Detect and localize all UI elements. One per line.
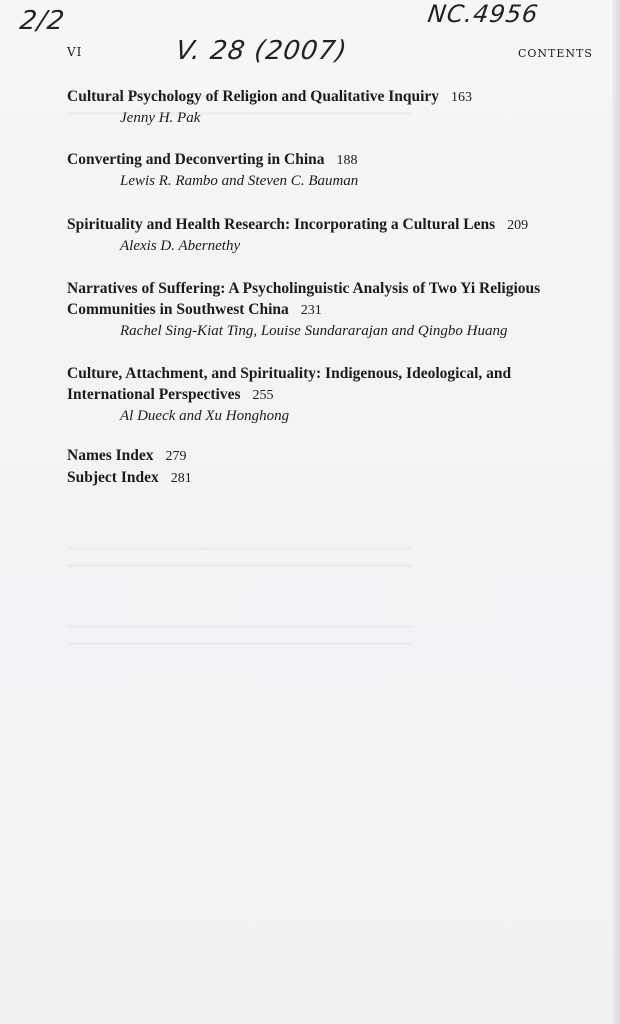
entry-title: Narratives of Suffering: A Psycholinguistic Analysis of Two Yi Religious [67, 280, 541, 297]
page-number: VI [67, 45, 83, 59]
entry-page-number: 255 [252, 388, 274, 403]
entry-title: Cultural Psychology of Religion and Qualitative Inquiry 163 [67, 88, 473, 105]
toc-entry [67, 149, 567, 191]
handwritten-note-left: 2/2 [17, 6, 67, 36]
toc-entry [67, 363, 567, 426]
show-through-text-lower [67, 540, 587, 652]
subject-index-entry: Subject Index 281 [67, 469, 192, 486]
entry-title-continued: International Perspectives 255 [67, 386, 274, 403]
page-edge [612, 0, 620, 1024]
handwritten-volume-note: V. 28 (2007) [173, 36, 350, 66]
entry-title: Culture, Attachment, and Spirituality: Indigenous, Ideological, and [67, 365, 512, 382]
entry-title: Converting and Deconverting in China 188 [67, 151, 358, 168]
entry-authors: Alexis D. Abernethy [120, 238, 241, 254]
names-index-entry: Names Index 279 [67, 447, 187, 464]
toc-entry [67, 214, 567, 256]
entry-authors: Lewis R. Rambo and Steven C. Bauman [120, 173, 359, 189]
running-head-contents: CONTENTS [518, 47, 593, 60]
entry-authors: Rachel Sing-Kiat Ting, Louise Sundararajan and Qingbo Huang [120, 323, 508, 339]
entry-title-continued: Communities in Southwest China 231 [67, 301, 322, 318]
entry-authors: Al Dueck and Xu Honghong [120, 408, 290, 424]
entry-page-number: 209 [507, 218, 529, 233]
index-page-number: 281 [170, 471, 192, 486]
entry-title: Spirituality and Health Research: Incorporating a Cultural Lens 209 [67, 216, 529, 233]
index-page-number: 279 [165, 449, 187, 464]
entry-page-number: 188 [336, 153, 358, 168]
entry-page-number: 231 [300, 303, 322, 318]
entry-authors: Jenny H. Pak [120, 110, 201, 126]
handwritten-call-number: NC.4956 [426, 0, 541, 28]
toc-entry [67, 86, 567, 128]
entry-page-number: 163 [451, 90, 473, 105]
toc-entry [67, 278, 567, 341]
